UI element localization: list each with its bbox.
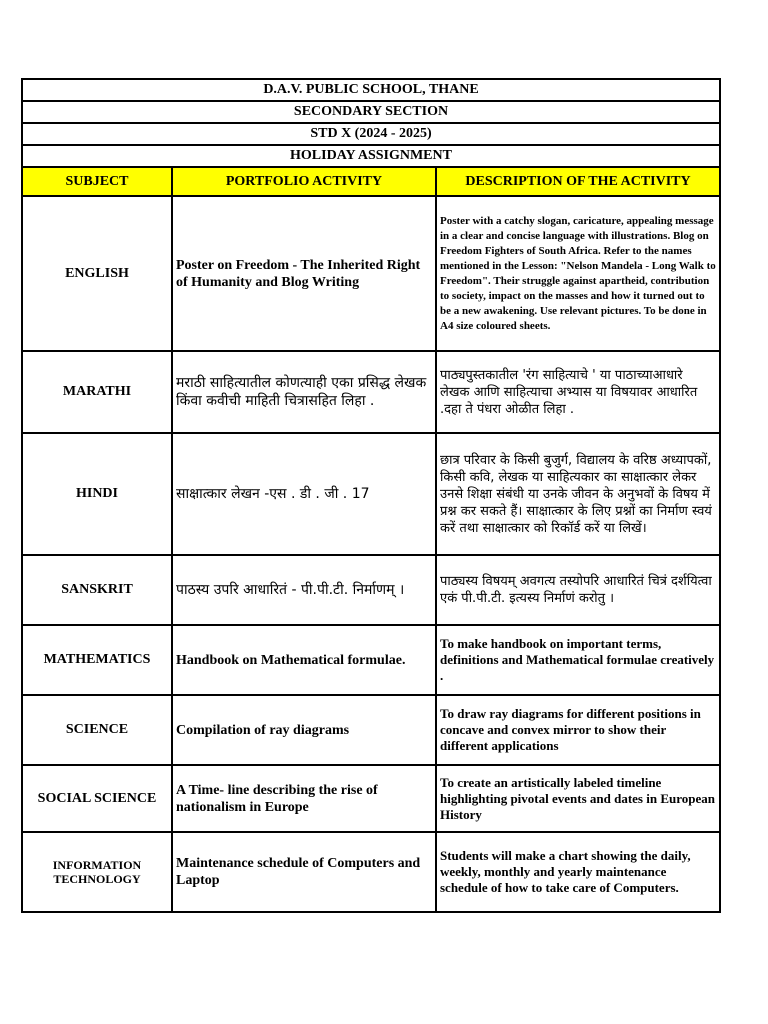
subject-cell: SCIENCE [22,695,172,765]
title-row [22,145,720,167]
school-name: D.A.V. PUBLIC SCHOOL, THANE [22,79,720,101]
description-cell: Poster with a catchy slogan, caricature, appealing message in a clear and concise language with illustrations. Blog on Freedom Fighters of South Africa. Refer to the names mentioned in the Lesson: "Nelson Mandela - Long Walk to Freedom". Their struggle against apartheid, contribution to society, impact on the masses and how it turned out to be a new awakening. Use relevant pictures. To be done in A4 size coloured sheets. [436,196,720,351]
subject-cell: ENGLISH [22,196,172,351]
table-row [22,695,720,765]
description-cell: To draw ray diagrams for different positions in concave and convex mirror to show their different applications [436,695,720,765]
subject-cell: MARATHI [22,351,172,433]
subject-column-header: SUBJECT [22,167,172,196]
activity-cell: पाठस्य उपरि आधारितं - पी.पी.टी. निर्माणम् । [172,555,436,625]
table-row [22,765,720,832]
standard-row [22,123,720,145]
activity-cell: A Time- line describing the rise of nationalism in Europe [172,765,436,832]
table-row [22,625,720,695]
table-row [22,832,720,912]
description-column-header: DESCRIPTION OF THE ACTIVITY [436,167,720,196]
description-cell: छात्र परिवार के किसी बुजुर्ग, विद्यालय के वरिष्ठ अध्यापकों, किसी कवि, लेखक या साहित्यकार का साक्षात्कार लेकर उनसे शिक्षा संबंधी या उनके जीवन के अनुभवों के विषय में प्रश्न कर सकते हैं। साक्षात्कार के लिए प्रश्नों का निर्माण स्वयं करें तथा साक्षात्कार को रिकॉर्ड करें या लिखें। [436,433,720,555]
description-cell: पाठ्यस्य विषयम् अवगत्य तस्योपरि आधारितं चित्रं दर्शयित्वा एकं पी.पी.टी. इत्यस्य निर्माणं करोतु । [436,555,720,625]
assignment-table [21,78,721,913]
activity-cell: साक्षात्कार लेखन -एस . डी . जी . 17 [172,433,436,555]
subject-cell: HINDI [22,433,172,555]
subject-cell: INFORMATION TECHNOLOGY [22,832,172,912]
activity-cell: Compilation of ray diagrams [172,695,436,765]
activity-cell: मराठी साहित्यातील कोणत्याही एका प्रसिद्ध लेखक किंवा कवीची माहिती चित्रासहित लिहा . [172,351,436,433]
description-cell: To create an artistically labeled timeline highlighting pivotal events and dates in European History [436,765,720,832]
assignment-title: HOLIDAY ASSIGNMENT [22,145,720,167]
school-name-row [22,79,720,101]
description-cell: Students will make a chart showing the daily, weekly, monthly and yearly maintenance schedule of how to take care of Computers. [436,832,720,912]
description-cell: To make handbook on important terms, definitions and Mathematical formulae creatively . [436,625,720,695]
description-cell: पाठ्यपुस्तकातील 'रंग साहित्याचे ' या पाठाच्याआधारे लेखक आणि साहित्याचा अभ्यास या विषयावर आधारित .दहा ते पंधरा ओळीत लिहा . [436,351,720,433]
table-row [22,555,720,625]
activity-cell: Maintenance schedule of Computers and Laptop [172,832,436,912]
section-row [22,101,720,123]
activity-cell: Handbook on Mathematical formulae. [172,625,436,695]
standard-label: STD X (2024 - 2025) [22,123,720,145]
activity-column-header: PORTFOLIO ACTIVITY [172,167,436,196]
subject-cell: SANSKRIT [22,555,172,625]
subject-cell: SOCIAL SCIENCE [22,765,172,832]
subject-cell: MATHEMATICS [22,625,172,695]
assignment-sheet [21,78,719,913]
table-row [22,433,720,555]
table-row [22,196,720,351]
table-row [22,351,720,433]
activity-cell: Poster on Freedom - The Inherited Right of Humanity and Blog Writing [172,196,436,351]
section-name: SECONDARY SECTION [22,101,720,123]
column-header-row [22,167,720,196]
